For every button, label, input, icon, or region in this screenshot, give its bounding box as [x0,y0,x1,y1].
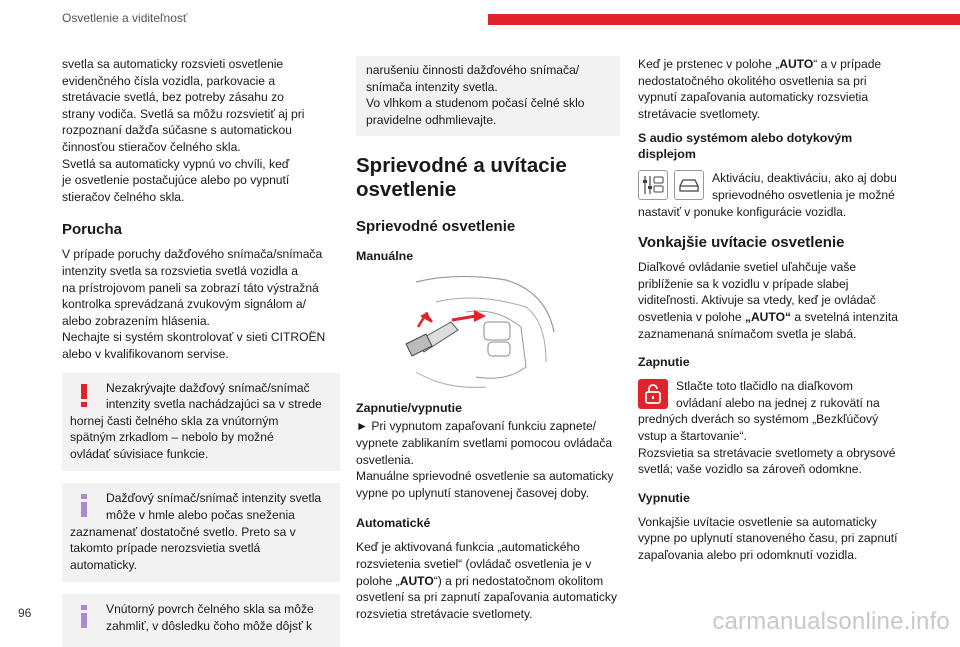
vonkajsie-paragraph: Diaľkové ovládanie svetiel uľahčuje vaše priblíženie sa k vozidlu v prípade slabej viditeľnosti. Aktivuje sa vtedy, keď je ovládač osvetlenia v polohe „AUTO“ a svetelná intenzita zaznamenaná snímačom svetla je slabá. [638,260,898,341]
header-accent-bar [488,14,960,25]
watermark: carmanualsonline.info [712,608,950,635]
porucha-heading: Porucha [62,221,123,239]
warning-exclamation-icon [74,383,94,409]
column-3 [638,56,906,563]
vypnutie-heading: Vypnutie [638,490,690,505]
audio-block: Aktiváciu, deaktiváciu, ako aj dobu sprievodného osvetlenia je možné nastaviť v ponuke konfigurácie vozidla. [638,171,897,219]
steering-wheel-figure [396,272,556,394]
info-box: Dažďový snímač/snímač intenzity svetla môže v hmle alebo počas sneženia zaznamenať dostatočné svetlo. Preto sa v takomto prípade nerozsvietia svetlá automaticky. [62,483,340,582]
settings-sliders-icon [638,170,668,200]
warning-box: Nezakrývajte dažďový snímač/snímač intenzity svetla nachádzajúci sa v strede hornej časti čelného skla za vnútorným spätným zrkadlom – nebolo by možné ovládať súvisiace funkcie. [62,373,340,472]
intro-paragraph: svetla sa automaticky rozsvieti osvetlenie evidenčného čísla vozidla, parkovacie a stretávacie svetlá, bez potreby zásahu zo strany vodiča. Svetlá sa môžu rozsvietiť aj pri rozpoznaní dažďa súčasne s automatickou činnosťou stieračov čelného skla. Svetlá sa automaticky vypnú vo chvíli, keď je osvetlenie postačujúce alebo po vypnutí stieračov čelného skla. [62,57,305,204]
page-number: 96 [18,606,32,620]
manual-paragraph: ► Pri vypnutom zapaľovaní funkciu zapnete/ vypnete zablikaním svetlami pomocou ovládača osvetlenia. Manuálne sprievodné osvetlenie sa automaticky vypne po uplynutí stanovenej časovej doby. [356,419,614,500]
automaticke-heading: Automatické [356,516,431,531]
section-title: Osvetlenie a viditeľnosť [62,11,188,25]
info-icon [74,604,94,630]
porucha-paragraph: V prípade poruchy dažďového snímača/snímača intenzity svetla sa rozsvietia svetlá vozidla a na prístrojovom paneli sa zobrazí táto výstražná kontrolka sprevádzaná zvukovým signálom a/ alebo zobrazením hlásenia. Nechajte si systém skontrolovať v sieti CITROËN alebo v kvalifikovanom servise. [62,247,326,361]
auto-paragraph: Keď je aktivovaná funkcia „automatického rozsvietenia svetiel“ (ovládač osvetlenia je v polohe „AUTO“) a pri nedostatočnom okolitom osvetlení sa pri zapnutí zapaľovania automaticky rozsvietia stretávacie svetlomety. [356,540,618,621]
audio-heading: S audio systémom alebo dotykovým displejom [638,131,853,162]
vonkajsie-heading: Vonkajšie uvítacie osvetlenie [638,234,845,252]
ring-paragraph: Keď je prstenec v polohe „AUTO“ a v prípade nedostatočného okolitého osvetlenia sa pri vypnutí zapaľovania automaticky rozsvietia stretávacie svetlomety. [638,57,882,121]
vypnutie-paragraph: Vonkajšie uvítacie osvetlenie sa automaticky vypne po uplynutí stanoveného času, pri zapnutí zapaľovania alebo pri odomknutí vozidla. [638,514,898,562]
main-heading: Sprievodné a uvítacie osvetlenie [356,154,567,202]
car-icon [674,170,704,200]
zapnutie-block: Stlačte toto tlačidlo na diaľkovom ovládaní alebo na jednej z rukovätí na predných dverách so systémom „Bezkľúčový vstup a štartovanie“. Rozsvietia sa stretávacie svetlomety a obrysové svetlá; vaše vozidlo sa zároveň odomkne. [638,379,896,477]
column-1 [62,56,340,647]
zapnutie-heading: Zapnutie [638,355,690,370]
info-box-continued: narušeniu činnosti dažďového snímača/ snímača intenzity svetla. Vo vlhkom a studenom počasí čelné sklo pravidelne odhmlievajte. [356,56,620,136]
sprievodne-heading: Sprievodné osvetlenie [356,218,516,236]
zap-vyp-heading: Zapnutie/vypnutie [356,401,463,416]
info-icon [74,493,94,519]
unlock-icon [638,379,668,409]
column-2 [356,56,620,622]
info-box: Vnútorný povrch čelného skla sa môže zahmliť, v dôsledku čoho môže dôjsť k [62,594,340,646]
manualne-heading: Manuálne [356,249,414,264]
